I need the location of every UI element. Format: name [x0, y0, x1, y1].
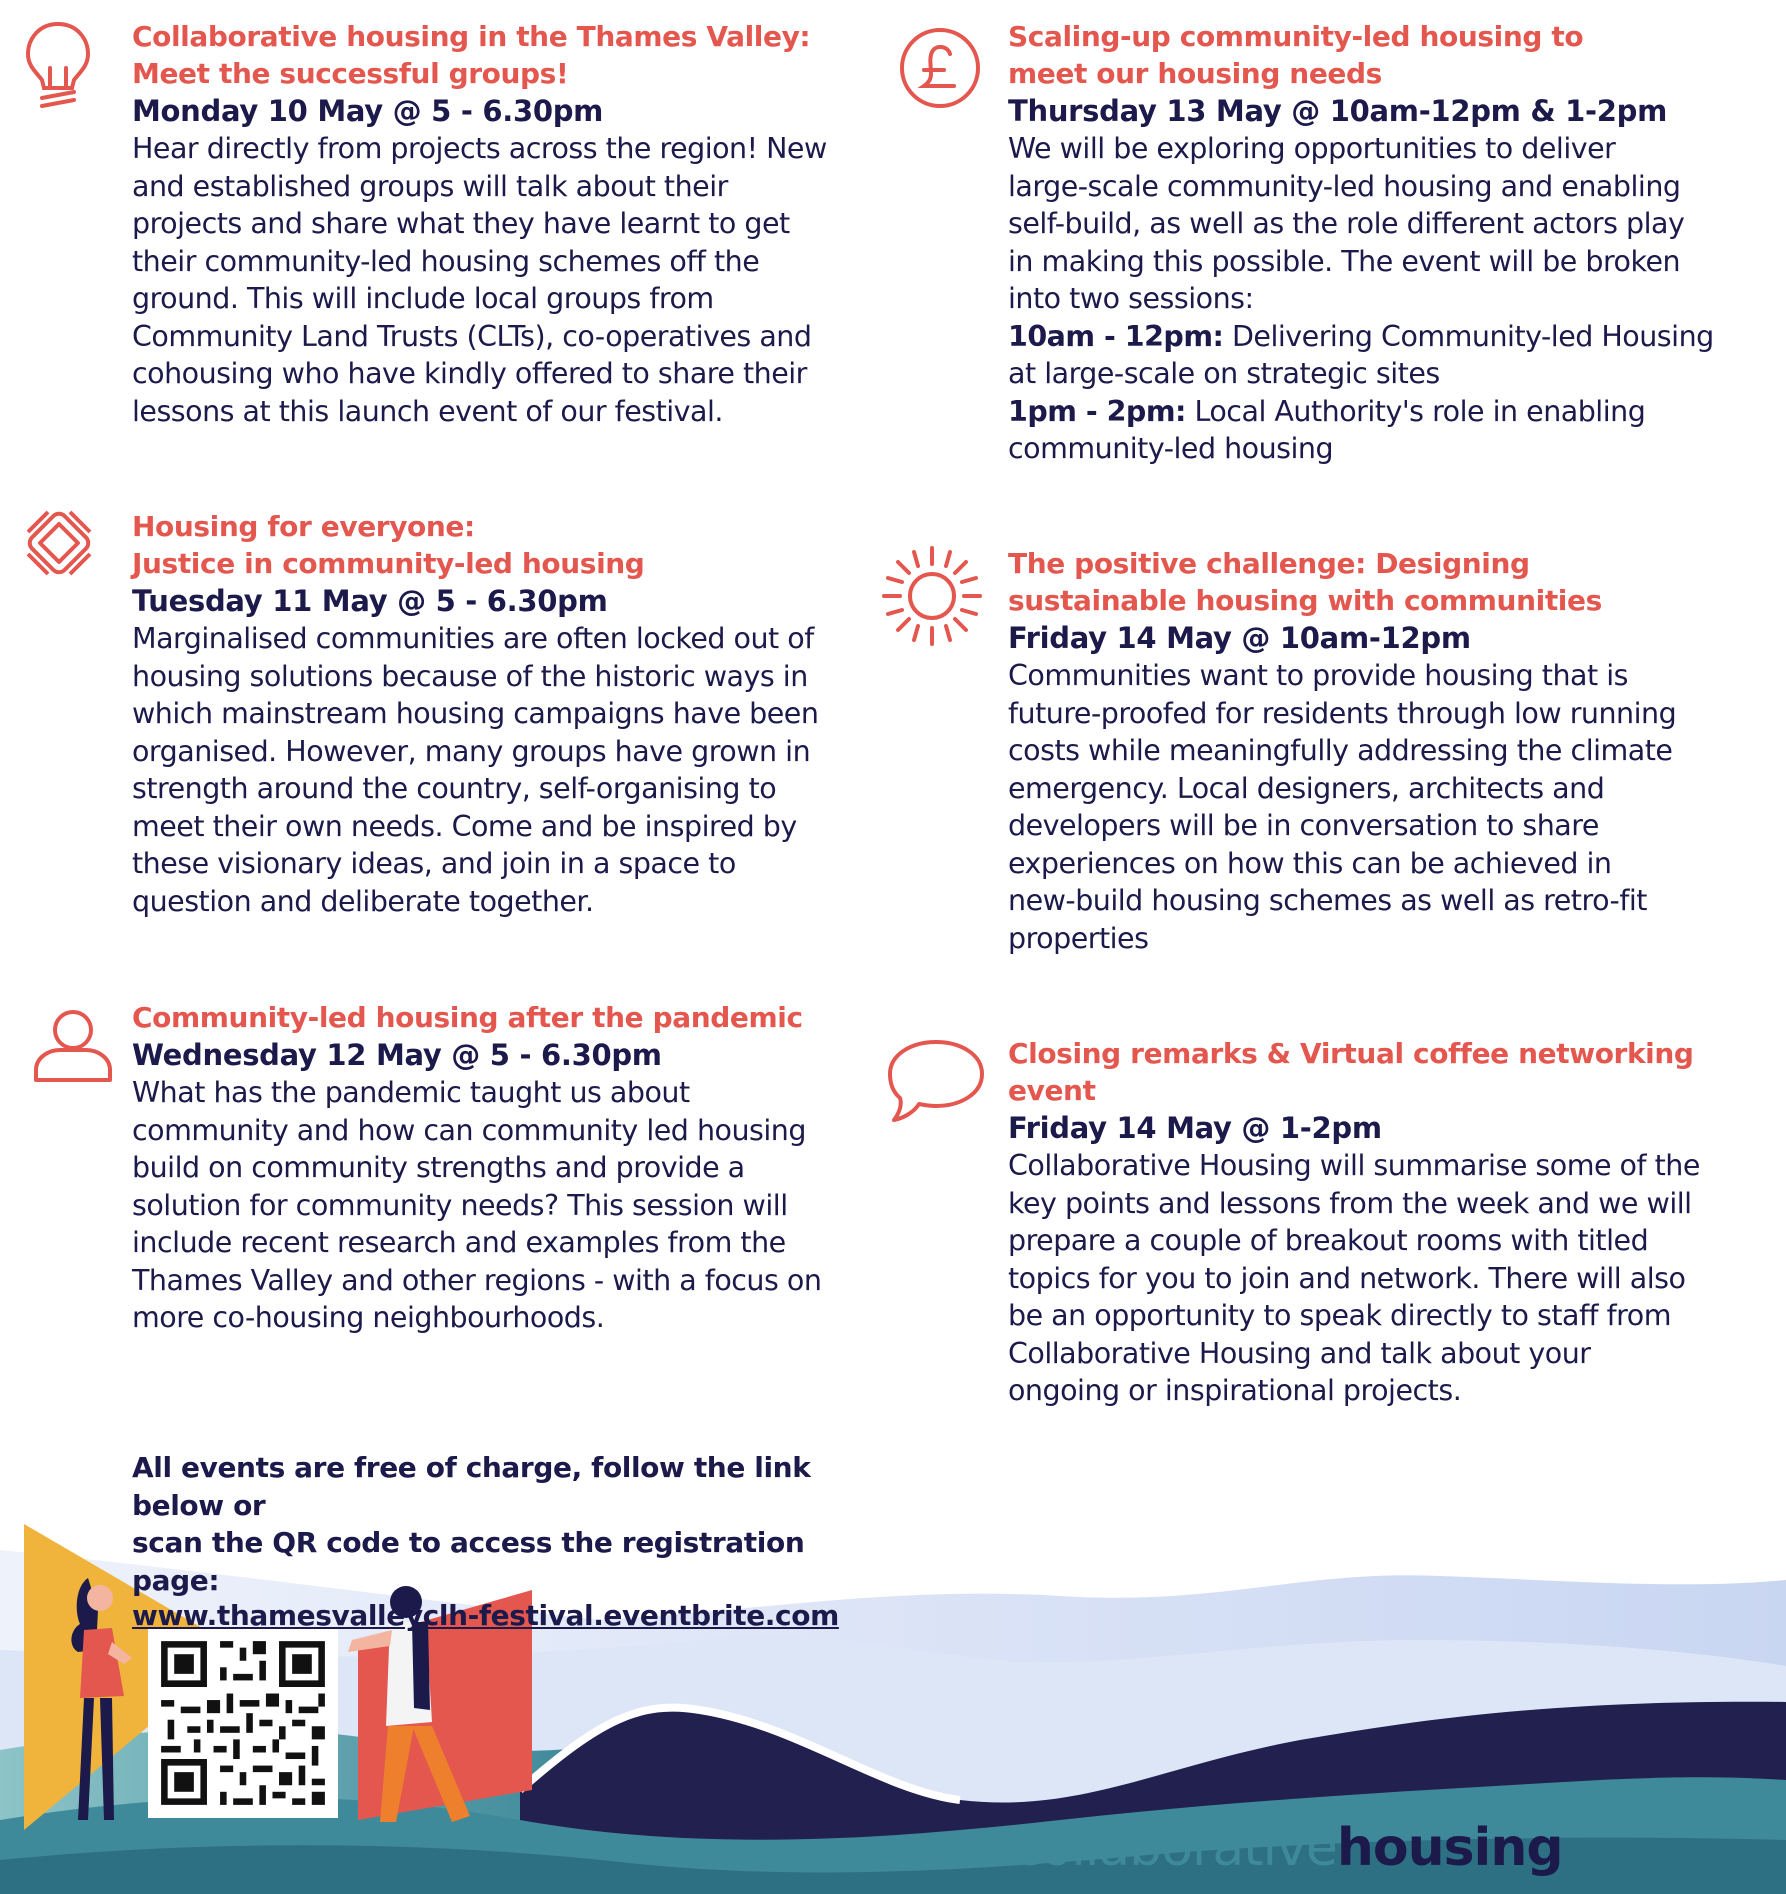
event-title: Collaborative housing in the Thames Valley: Meet the successful groups! [132, 20, 811, 90]
event-description: What has the pandemic taught us about community and how can community led housing build on community strengths and provide a solution for community needs? This session will include recent research and examples from the Thames Valley and other regions - with a focus on more co-housing neighbourhoods. [132, 1076, 822, 1334]
event-date: Wednesday 12 May @ 5 - 6.30pm [132, 1038, 662, 1072]
event-description: Marginalised communities are often locked out of housing solutions because of the historic ways in which mainstream housing campaigns have been organised. However, many groups have grown in strength around the country, self-organising to meet their own needs. Come and be inspired by these visionary ideas, and join in a space to question and deliberate together. [132, 622, 819, 918]
event-title: Community-led housing after the pandemic [132, 1001, 803, 1034]
interlocking-squares-icon [18, 502, 100, 584]
registration-note [132, 1449, 892, 1632]
lightbulb-icon [22, 20, 94, 116]
session-2: 1pm - 2pm: Local Authority's role in enabling community-led housing [1008, 394, 1646, 465]
event-1 [132, 18, 852, 430]
event-date: Monday 10 May @ 5 - 6.30pm [132, 94, 604, 128]
event-5 [1008, 545, 1748, 957]
pound-icon [898, 26, 982, 110]
event-date: Thursday 13 May @ 10am-12pm & 1-2pm [1008, 94, 1668, 128]
event-title: Closing remarks & Virtual coffee networking event [1008, 1037, 1694, 1107]
event-4 [1008, 18, 1748, 468]
event-title: The positive challenge: Designing sustainable housing with communities [1008, 547, 1602, 617]
session-1: 10am - 12pm: Delivering Community-led Housing at large-scale on strategic sites [1008, 319, 1714, 390]
note-line: All events are free of charge, follow the link below or [132, 1451, 811, 1522]
event-description: Communities want to provide housing that is future-proofed for residents through low running costs while meaningfully addressing the climate emergency. Local designers, architects and developers will be in conversation to share experiences on how this can be achieved in new-build housing schemes as well as retro-fit properties [1008, 659, 1677, 955]
event-3 [132, 999, 852, 1337]
qr-code[interactable] [148, 1628, 338, 1818]
event-date: Friday 14 May @ 10am-12pm [1008, 621, 1471, 655]
registration-link[interactable]: www.thamesvalleyclh-festival.eventbrite.com [132, 1599, 839, 1632]
event-title: Scaling-up community-led housing to meet our housing needs [1008, 20, 1584, 90]
event-description: We will be exploring opportunities to deliver large-scale community-led housing and enabling self-build, as well as the role different actors play in making this possible. The event will be broken into two sessions: [1008, 132, 1685, 315]
person-icon [32, 1008, 114, 1084]
event-6 [1008, 1035, 1748, 1410]
sun-icon [880, 544, 984, 648]
event-date: Friday 14 May @ 1-2pm [1008, 1111, 1382, 1145]
event-title: Housing for everyone: Justice in community-led housing [132, 510, 645, 580]
event-description: Hear directly from projects across the region! New and established groups will talk about their projects and share what they have learnt to get their community-led housing schemes off the ground. This will include local groups from Community Land Trusts (CLTs), co-operatives and cohousing who have kindly offered to share their lessons at this launch event of our festival. [132, 132, 827, 428]
event-date: Tuesday 11 May @ 5 - 6.30pm [132, 584, 608, 618]
note-line: scan the QR code to access the registration page: [132, 1526, 805, 1597]
event-2 [132, 508, 852, 920]
event-description: Collaborative Housing will summarise some of the key points and lessons from the week and we will prepare a couple of breakout rooms with titled topics for you to join and network. There will also be an opportunity to speak directly to staff from Collaborative Housing and talk about your ongoing or inspirational projects. [1008, 1149, 1700, 1407]
speech-bubble-icon [886, 1038, 986, 1124]
brand-logo: collaborativehousing [1013, 1818, 1563, 1878]
